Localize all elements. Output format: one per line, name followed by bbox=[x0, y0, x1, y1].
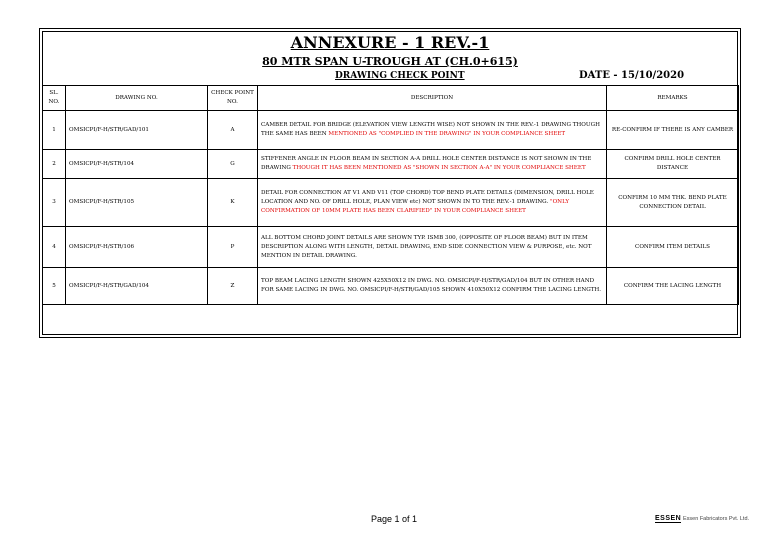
check-point-table bbox=[42, 85, 739, 305]
row-remarks: CONFIRM ITEM DETAILS bbox=[607, 227, 739, 268]
row-description: TOP BEAM LACING LENGTH SHOWN 425X50X12 IN DWG. NO. OMSICPI/F-H/STR/GAD/104 BUT IN OTHER HAND FOR SAME LACING IN DWG. NO. OMSICPI/F-H/STR/GAD/105 SHOWN 410X50X12 CONFIRM THE LACING LENGTH. bbox=[258, 268, 607, 305]
row-drawing-no: OMSICPI/F-H/STR/GAD/101 bbox=[66, 111, 208, 150]
row-check-point: Z bbox=[208, 268, 258, 305]
row-remarks: CONFIRM 10 MM THK. BEND PLATE CONNECTION DETAIL bbox=[607, 179, 739, 227]
description-highlight: "ONLY CONFIRMATION OF 10MM PLATE HAS BEEN CLARIFIED" IN YOUR COMPLIANCE SHEET bbox=[261, 199, 570, 214]
document-inner-border bbox=[42, 31, 738, 335]
essen-logo: ESSEN bbox=[655, 515, 682, 522]
table-row bbox=[43, 179, 739, 227]
row-sl: 4 bbox=[43, 227, 66, 268]
description-highlight: MENTIONED AS "COMPLIED IN THE DRAWING" IN YOUR COMPLIANCE SHEET bbox=[328, 131, 566, 137]
row-description bbox=[258, 150, 607, 179]
description-text: CAMBER DETAIL FOR BRIDGE (ELEVATION VIEW LENGTH WISE) NOT SHOWN IN THE REV.-1 DRAWING THOUGH THE SAME HAS BEEN bbox=[261, 122, 600, 137]
document-frame bbox=[39, 28, 741, 338]
table-header-row bbox=[43, 86, 739, 111]
row-check-point: A bbox=[208, 111, 258, 150]
row-description bbox=[258, 111, 607, 150]
row-drawing-no: OMSICPI/F-H/STR/106 bbox=[66, 227, 208, 268]
row-sl: 2 bbox=[43, 150, 66, 179]
header-drawing-no: DRAWING NO. bbox=[66, 86, 208, 111]
table-row bbox=[43, 111, 739, 150]
company-name: Essen Fabricators Pvt. Ltd. bbox=[683, 516, 750, 522]
row-sl: 3 bbox=[43, 179, 66, 227]
header-remarks: REMARKS bbox=[607, 86, 739, 111]
header-sl-no: SL. NO. bbox=[43, 86, 66, 111]
description-text: DETAIL FOR CONNECTION AT V1 AND V11 (TOP CHORD) TOP BEND PLATE DETAILS (DIMENSION, DRILL HOLE LOCATION AND NO. OF DRILL HOLE, PLAN VIEW etc) NOT SHOWN IN TO THE REV.-1 DRAWING. bbox=[261, 190, 594, 205]
row-check-point: G bbox=[208, 150, 258, 179]
row-description: ALL BOTTOM CHORD JOINT DETAILS ARE SHOWN TYP. ISMB 300, (OPPOSITE OF FLOOR BEAM) BUT IN ITEM DESCRIPTION ALONG WITH LENGTH, DETAIL DRAWING, END SIDE CONNECTION VIEW & PURPOSE, etc. NOT MENTION IN DETAIL DRAWING. bbox=[258, 227, 607, 268]
description-highlight: THOUGH IT HAS BEEN MENTIONED AS "SHOWN IN SECTION A-A" IN YOUR COMPLIANCE SHEET bbox=[292, 165, 586, 171]
header-check-point: CHECK POINT NO. bbox=[208, 86, 258, 111]
description-text: STIFFENER ANGLE IN FLOOR BEAM IN SECTION A-A DRILL HOLE CENTER DISTANCE IS NOT SHOWN IN THE DRAWING bbox=[261, 156, 592, 171]
row-drawing-no: OMSICPI/F-H/STR/104 bbox=[66, 150, 208, 179]
row-sl: 5 bbox=[43, 268, 66, 305]
header-description: DESCRIPTION bbox=[258, 86, 607, 111]
row-description bbox=[258, 179, 607, 227]
document-date: DATE - 15/10/2020 bbox=[579, 70, 685, 81]
row-remarks: CONFIRM THE LACING LENGTH bbox=[607, 268, 739, 305]
table-row bbox=[43, 268, 739, 305]
row-sl: 1 bbox=[43, 111, 66, 150]
table-row bbox=[43, 150, 739, 179]
drawing-check-point-heading: DRAWING CHECK POINT bbox=[335, 71, 465, 81]
row-remarks: RE-CONFIRM IF THERE IS ANY CAMBER bbox=[607, 111, 739, 150]
row-drawing-no: OMSICPI/F-H/STR/105 bbox=[66, 179, 208, 227]
page-number: Page 1 of 1 bbox=[371, 514, 418, 524]
row-check-point: K bbox=[208, 179, 258, 227]
row-drawing-no: OMSICPI/F-H/STR/GAD/104 bbox=[66, 268, 208, 305]
annexure-title: ANNEXURE - 1 REV.-1 bbox=[290, 33, 490, 52]
row-remarks: CONFIRM DRILL HOLE CENTER DISTANCE bbox=[607, 150, 739, 179]
table-row bbox=[43, 227, 739, 268]
row-check-point: P bbox=[208, 227, 258, 268]
span-subtitle: 80 MTR SPAN U-TROUGH AT (CH.0+615) bbox=[262, 55, 518, 68]
